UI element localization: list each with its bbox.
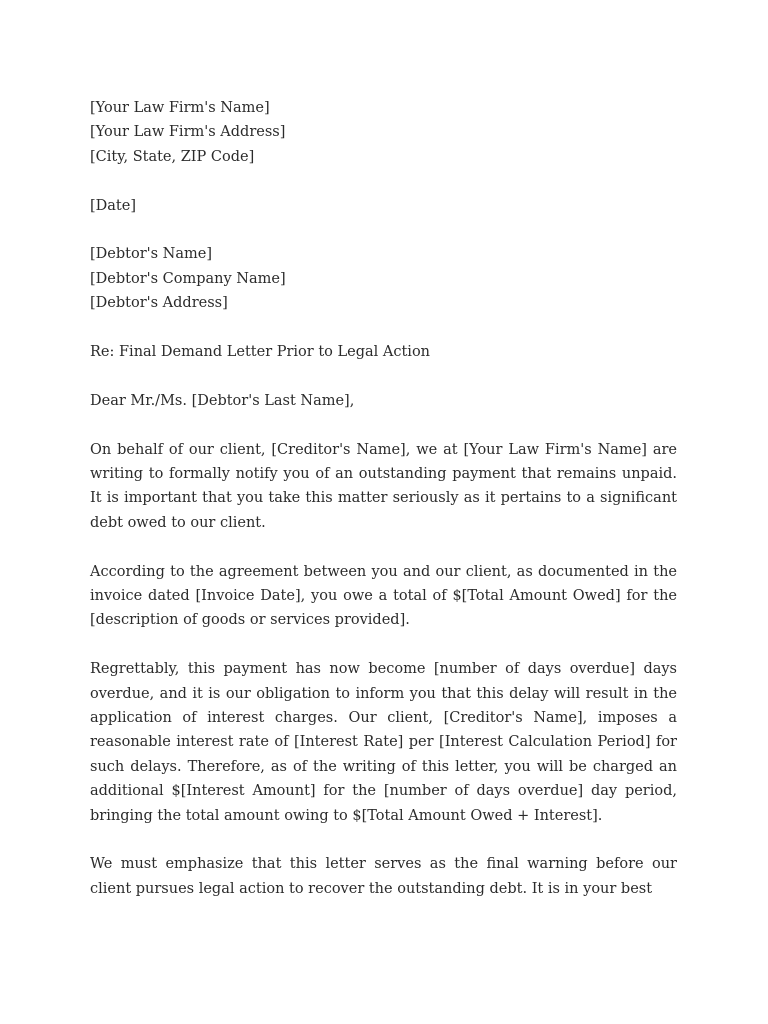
sender-firm-address: [Your Law Firm's Address]	[90, 124, 286, 141]
sender-firm-name: [Your Law Firm's Name]	[90, 100, 270, 116]
sender-city-state-zip: [City, State, ZIP Code]	[90, 148, 255, 165]
recipient-address-block	[90, 242, 677, 315]
body-paragraph-1: On behalf of our client, [Creditor's Name], we at [Your Law Firm's Name] are writing to formally notify you of an outstanding payment that remains unpaid. It is important that you take this matter seriously as it pertains to a significant debt owed to our client.	[90, 441, 677, 531]
subject-line-block	[90, 340, 677, 364]
letter-document	[90, 96, 677, 926]
body-paragraph-2: According to the agreement between you and our client, as documented in the invoice dated [Invoice Date], you owe a total of $[Total Amount Owed] for the [description of goods or services provided].	[90, 563, 677, 629]
salutation: Dear Mr./Ms. [Debtor's Last Name],	[90, 392, 355, 409]
letter-date: [Date]	[90, 197, 136, 214]
recipient-name: [Debtor's Name]	[90, 246, 212, 263]
recipient-company: [Debtor's Company Name]	[90, 270, 286, 287]
recipient-address: [Debtor's Address]	[90, 295, 228, 312]
subject-line: Re: Final Demand Letter Prior to Legal Action	[90, 344, 431, 361]
sender-address-block	[90, 96, 677, 169]
letter-date-block	[90, 194, 677, 218]
body-paragraph-4: We must emphasize that this letter serves as the final warning before our client pursues legal action to recover the outstanding debt. It is in your best	[90, 856, 677, 897]
salutation-block	[90, 389, 677, 413]
body-paragraph-3: Regrettably, this payment has now become [number of days overdue] days overdue, and it is our obligation to inform you that this delay will result in the application of interest charges. Our client, [Creditor's Name], imposes a reasonable interest rate of [Interest Rate] per [Interest Calculation Period] for such delays. Therefore, as of the writing of this letter, you will be charged an additional $[Interest Amount] for the [number of days overdue] day period, bringing the total amount owing to $[Total Amount Owed + Interest].	[90, 661, 677, 824]
